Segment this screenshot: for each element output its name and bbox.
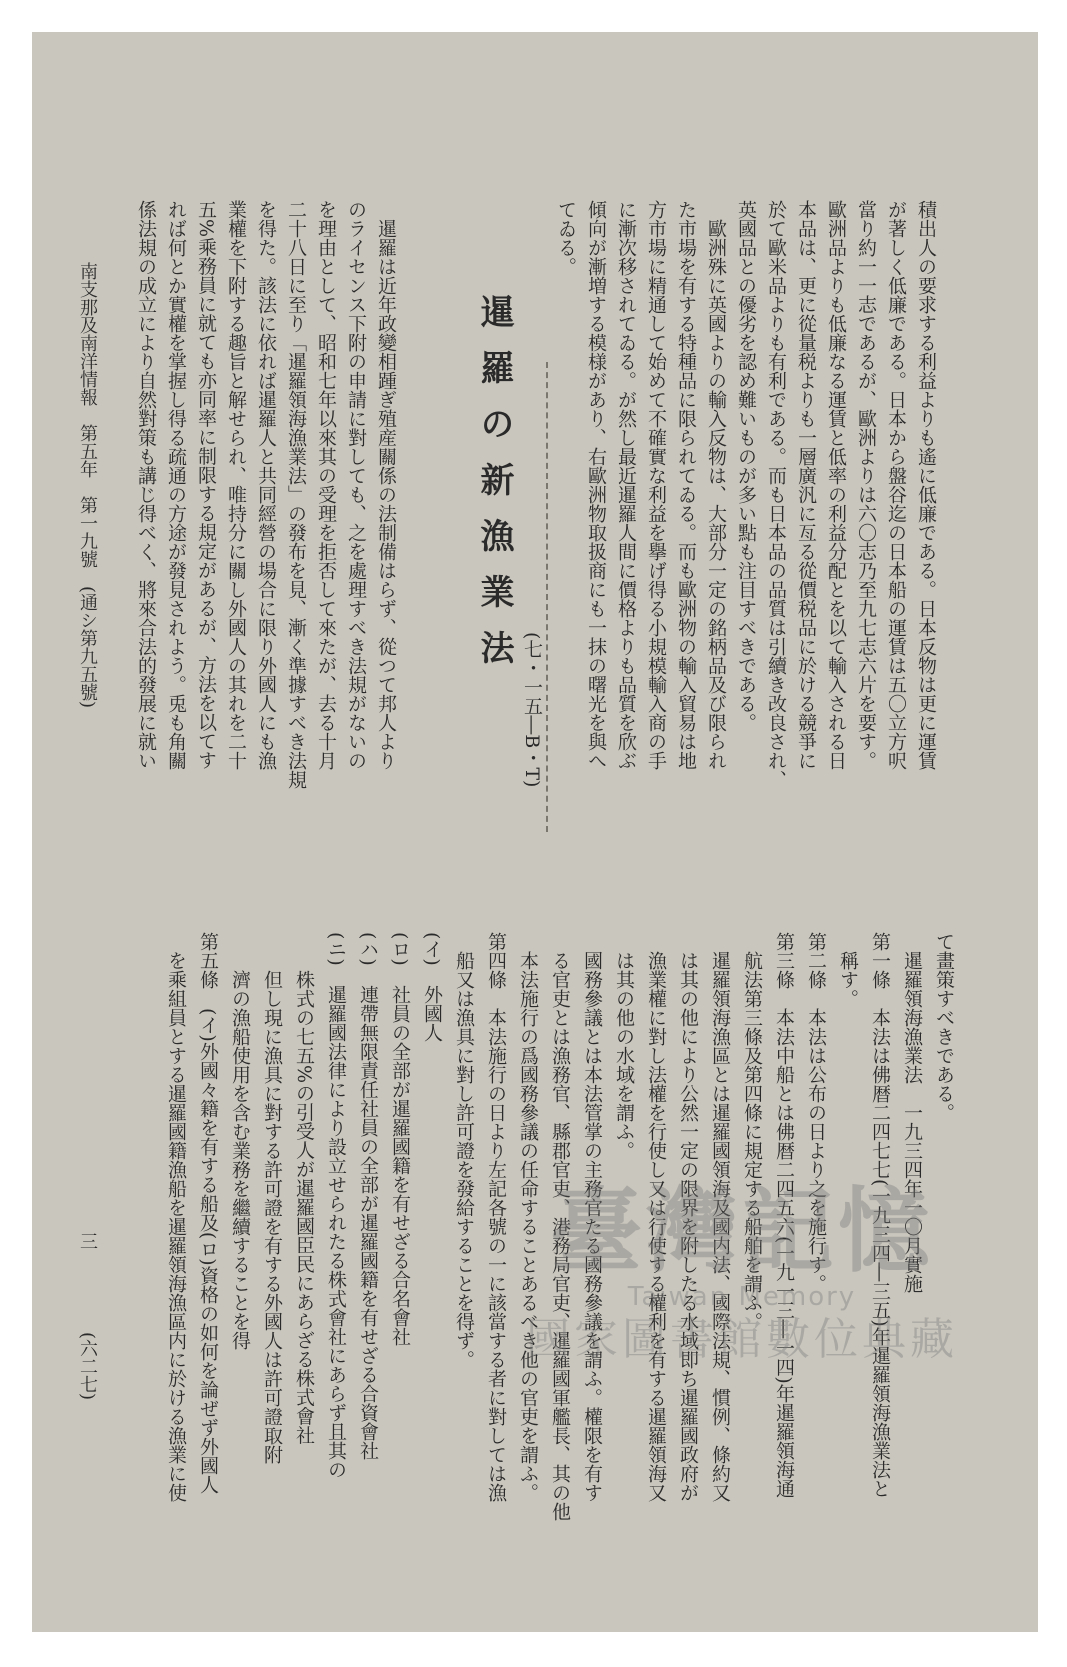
law-line-22: 但し現に漁具に對する許可證を有する外國人は許可證取附 <box>261 932 283 1464</box>
law-line-3: 第一條 本法は佛暦二四七七(一九三四―三五)年暹羅領海漁業法と <box>869 932 891 1498</box>
article1-line-1: 積出人の要求する利益よりも遙に低廉である。日本反物は更に運賃 <box>915 200 937 770</box>
law-line-6: 第三條 本法中船とは佛暦二四五六(一九一三―一四)年暹羅領海通 <box>773 932 795 1498</box>
article2-line-8: れば何とか實權を掌握し得る疏通の方途が發見されよう。兎も角關 <box>165 200 187 770</box>
law-line-15: 第四條 本法施行の日より左記各號の一に該當する者に對しては漁 <box>485 932 507 1502</box>
law-line-23: 濟の漁船使用を含む業務を繼續することを得 <box>229 932 251 1350</box>
law-line-13: る官吏とは漁務官、縣郡官吏、港務局官吏、暹羅國軍艦長、其の他 <box>549 932 571 1521</box>
article1-line-5: 本品は、更に從量税よりも一層廣汎に亙る從價税品に於ける競爭に <box>795 200 817 770</box>
article2-line-1: 暹羅は近年政變相踵ぎ殖産關係の法制備はらず、從つて邦人より <box>375 200 397 770</box>
article1-line-6: 於て歐米品よりも有利である。而も日本品の品質は引續き改良され、 <box>765 200 787 789</box>
law-line-18: (ロ) 社員の全部が暹羅國籍を有せざる合名會社 <box>389 932 411 1346</box>
watermark <box>502 1178 982 1368</box>
article1-line-12: 傾向が漸増する模様があり、右歐洲物取扱商にも一抹の曙光を與へ <box>585 200 607 770</box>
article2-line-3: を理由として、昭和七年以來其の受理を拒否して來たが、去る十月 <box>315 200 337 770</box>
article2-line-7: 五%乘務員に就ても亦同率に制限する規定があるが、方法を以てす <box>195 200 217 770</box>
law-line-19: (ハ) 連帶無限責任社員の全部が暹羅國籍を有せざる合資會社 <box>357 932 379 1460</box>
article2-line-6: 業權を下附する趣旨と解せられ、唯持分に關し外國人の其れを二十 <box>225 200 247 770</box>
law-line-14: 本法施行の爲國務參議の任命することあるべき他の官吏を謂ふ。 <box>517 932 539 1502</box>
article1-line-2: が著しく低廉である。日本から盤谷迄の日本船の運賃は五〇立方呎 <box>885 200 907 770</box>
law-line-11: は其の他の水域を謂ふ。 <box>613 932 635 1160</box>
article1-line-3: 當り約一一志であるが、歐洲よりは六〇志乃至九七志六片を要す。 <box>855 200 877 770</box>
watermark-english: Taiwan Memory <box>627 1282 857 1312</box>
law-line-17: (イ) 外國人 <box>421 932 443 1042</box>
law-line-2: 暹羅領海漁業法 一九三四年一〇月實施 <box>901 932 923 1293</box>
article1-line-4: 歐洲品よりも低廉なる運賃と低率の利益分配とを以て輸入される日 <box>825 200 847 770</box>
law-line-16: 船又は漁具に對し許可證を發給することを得ず。 <box>453 932 475 1369</box>
article1-signature: (七・一五―B・T) <box>521 632 543 788</box>
article1-line-9: た市場を有する特種品に限られてゐる。而も歐洲物の輸入貿易は地 <box>675 200 697 770</box>
article2-line-9: 係法規の成立により自然對策も講じ得べく、將來合法的發展に就い <box>135 200 157 770</box>
article2-line-4: 二十八日に至り「暹羅領海漁業法」の發布を見、漸く準據すべき法規 <box>285 200 307 789</box>
article1-line-13: てゐる。 <box>555 200 577 276</box>
journal-footer: 南支那及南洋情報 第五年 第一九號 (通シ第九五號) <box>77 262 98 709</box>
law-line-7: 航法第三條及第四條に規定する船舶を謂ふ。 <box>741 932 763 1331</box>
article2-line-5: を得た。該法に依れば暹羅人と共同經營の場合に限り外國人にも漁 <box>255 200 277 770</box>
article-separator <box>546 362 548 832</box>
article2-line-2: のライセンス下附の申請に對しても、之を處理すべき法規がないの <box>345 200 367 770</box>
law-line-5: 第二條 本法は公布の日より之を施行す。 <box>805 932 827 1293</box>
page-number: 三 <box>77 1232 98 1250</box>
article1-line-11: に漸次移されてゐる。が然し最近暹羅人間に價格よりも品質を欣ぶ <box>615 200 637 770</box>
law-line-1: て畫策すべきである。 <box>933 932 955 1122</box>
article1-line-7: 英國品との優劣を認め難いものが多い點も注目すべきである。 <box>735 200 757 732</box>
article1-line-10: 方市場に精通して始めて不確實な利益を擧げ得る小規模輸入商の手 <box>645 200 667 770</box>
article2-title: 暹羅の新漁業法 <box>474 294 514 686</box>
law-line-25: を乘組員とする暹羅國籍漁船を暹羅領海漁區内に於ける漁業に使 <box>165 932 187 1502</box>
law-line-4: 稱す。 <box>837 932 859 1008</box>
document-page <box>32 32 1038 1632</box>
page-total: (六二七) <box>77 1332 98 1401</box>
law-line-9: は其の他により公然一定の限界を附したる水域即ち暹羅國政府が <box>677 932 699 1502</box>
law-line-21: 株式の七五%の引受人が暹羅國臣民にあらざる株式會社 <box>293 932 315 1445</box>
watermark-subtitle: 國家圖書館數位典藏 <box>526 1314 958 1365</box>
law-line-8: 暹羅領海漁區とは暹羅國領海及國内法、國際法規、慣例、條約又 <box>709 932 731 1502</box>
law-line-20: (ニ) 暹羅國法律により設立せられたる株式會社にあらず且其の <box>325 932 347 1479</box>
law-line-12: 國務參議とは本法管掌の主務官たる國務參議を謂ふ。權限を有す <box>581 932 603 1502</box>
law-line-10: 漁業權に對し法權を行使し又は行使する權利を有する暹羅領海又 <box>645 932 667 1502</box>
law-line-24: 第五條 (イ)外國々籍を有する船及(ロ)資格の如何を論ぜず外國人 <box>197 932 219 1494</box>
watermark-logo: 臺灣記憶 <box>549 1178 934 1285</box>
article1-line-8: 歐洲殊に英國よりの輸入反物は、大部分一定の銘柄品及び限られ <box>705 200 727 770</box>
